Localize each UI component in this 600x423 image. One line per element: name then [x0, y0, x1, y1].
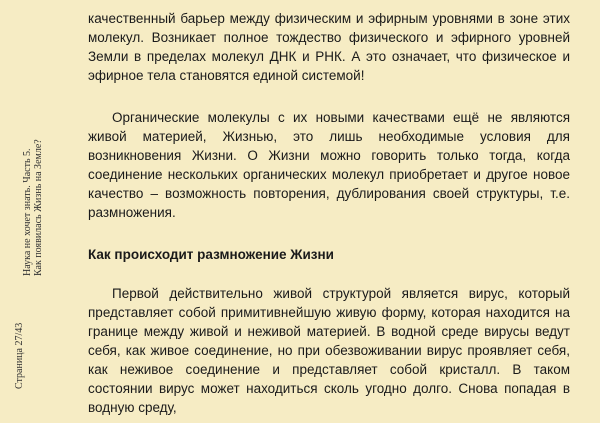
- paragraph-1: качественный барьер между физическим и эфирным уровнями в зоне этих молекул. Возникает полное тождество физического и эфирного уровней Земли в пределах молекул ДНК и РНК. А это означает, что физическое и эфирное тела становятся единой системой!: [88, 11, 570, 83]
- page-number: Страница 27/43: [14, 322, 25, 389]
- book-title-line-1: Наука не хочет знать. Часть 5.: [22, 148, 33, 276]
- book-title-line-2: Как появилась Жизнь на Земле?: [33, 139, 44, 276]
- paragraph-2: Органические молекулы с их новыми качествами ещё не являются живой материей, Жизнью, это лишь необходимые условия для возникновения Жизни. О Жизни можно говорить только тогда, когда соединение нескольких органических молекул приобретает и другое новое качество – возможность повторения, дублирования своей структуры, т.е. размножения.: [88, 110, 570, 220]
- section-heading: Как происходит размножение Жизни: [88, 247, 334, 262]
- page-sidebar: [0, 0, 60, 423]
- paragraph-3: Первой действительно живой структурой является вирус, который представляет собой примитивнейшую живую форму, которая находится на границе между живой и неживой материей. В водной среде вирусы ведут себя, как живое соединение, но при обезвоживании вирус проявляет себя, как неживое соединение и представляет собой кристалл. В таком состоянии вирус может находиться сколь угодно долго. Снова попадая в водную среду,: [88, 286, 570, 415]
